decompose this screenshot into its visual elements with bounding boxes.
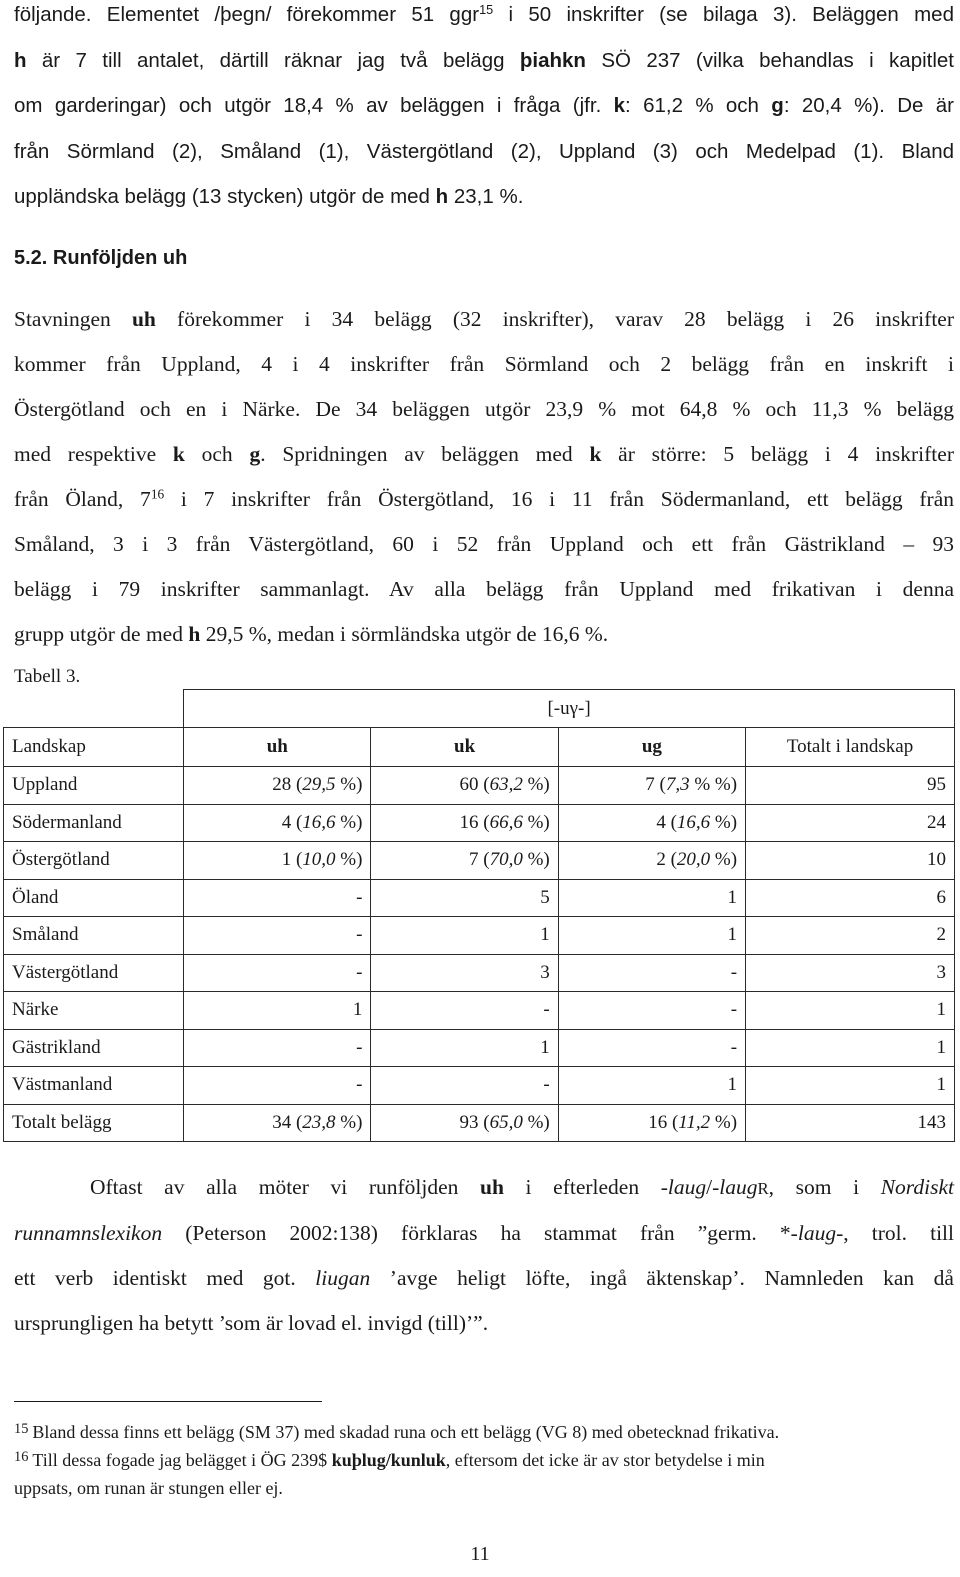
value-cell: 5 — [371, 879, 558, 917]
paragraph-laug — [14, 1165, 954, 1346]
footnote-15: $^{15}$ Bland dessa finns ett belägg (SM 37) med skadad runa och ett belägg (VG 8) med obetecknad frikativa. — [14, 1421, 780, 1443]
landskap-cell: Uppland — [4, 767, 184, 805]
value-cell: 4 (16,6 %) — [558, 804, 745, 842]
value-cell: 3 — [746, 954, 955, 992]
value-cell: 95 — [746, 767, 955, 805]
footnote-ref-16[interactable]: 16 — [150, 486, 165, 502]
value-cell: 1 — [746, 1067, 955, 1105]
landskap-cell: Gästrikland — [4, 1029, 184, 1067]
paragraph-intro — [14, 0, 954, 220]
paragraph-uh — [14, 297, 954, 657]
landskap-cell: Västmanland — [4, 1067, 184, 1105]
value-cell: - — [184, 954, 371, 992]
value-cell: 1 (10,0 %) — [184, 842, 371, 880]
value-cell: 1 — [371, 917, 558, 955]
value-cell: - — [184, 1029, 371, 1067]
value-cell: 60 (63,2 %) — [371, 767, 558, 805]
table-row — [4, 1104, 955, 1142]
table-row — [4, 804, 955, 842]
value-cell: 2 (20,0 %) — [558, 842, 745, 880]
value-cell: 1 — [371, 1029, 558, 1067]
value-cell: 1 — [558, 917, 745, 955]
value-cell: 34 (23,8 %) — [184, 1104, 371, 1142]
value-cell: 1 — [184, 992, 371, 1030]
table-group-header-row — [4, 690, 955, 728]
value-cell: 2 — [746, 917, 955, 955]
table-row — [4, 917, 955, 955]
value-cell: 28 (29,5 %) — [184, 767, 371, 805]
value-cell: 16 (66,6 %) — [371, 804, 558, 842]
footnote-number: 16 — [14, 1449, 29, 1465]
value-cell: 10 — [746, 842, 955, 880]
column-header-uk: uk — [371, 728, 558, 767]
value-cell: 16 (11,2 %) — [558, 1104, 745, 1142]
value-cell: 93 (65,0 %) — [371, 1104, 558, 1142]
value-cell: 7 (70,0 %) — [371, 842, 558, 880]
landskap-cell: Östergötland — [4, 842, 184, 880]
text-line: ett verb identiskt med got. liugan ’avge heligt löfte, ingå äktenskap’. Namnleden kan då — [14, 1266, 954, 1290]
text-line: Östergötland och en i Närke. De 34 beläggen utgör 23,9 % mot 64,8 % och 11,3 % belägg — [14, 397, 954, 421]
value-cell: 1 — [558, 879, 745, 917]
value-cell: - — [558, 1029, 745, 1067]
value-cell: 7 (7,3 % %) — [558, 767, 745, 805]
table-row — [4, 879, 955, 917]
column-header-landskap: Landskap — [4, 728, 184, 767]
text-line: Stavningen uh förekommer i 34 belägg (32 inskrifter), varav 28 belägg i 26 inskrifter — [14, 307, 954, 331]
table-row — [4, 1067, 955, 1105]
table-row — [4, 767, 955, 805]
value-cell: - — [558, 954, 745, 992]
text-line: grupp utgör de med h 29,5 %, medan i sörmländska utgör de 16,6 %. — [14, 622, 609, 646]
footnote-16: $^{16}$ Till dessa fogade jag belägget i ÖG 239$ kuþlug/kunluk, eftersom det icke är av stor betydelse i min uppsats, om runan är stungen eller ej. — [14, 1449, 765, 1499]
table-group-header: [-uγ-] — [184, 690, 955, 728]
text-line: från Sörmland (2), Småland (1), Västergötland (2), Uppland (3) och Medelpad (1). Bland — [14, 139, 954, 163]
text-line: från Öland, $7^{16}$ i 7 inskrifter från Östergötland, 16 i 11 från Södermanland, ett belägg från — [14, 486, 954, 511]
footnote-separator — [14, 1401, 322, 1402]
runes-table — [3, 689, 955, 1142]
column-header-uh: uh — [184, 728, 371, 767]
text-line: h är 7 till antalet, därtill räknar jag två belägg þiahkn SÖ 237 (vilka behandlas i kapitlet — [14, 48, 955, 72]
value-cell: 1 — [558, 1067, 745, 1105]
footnote-ref-15[interactable]: 15 — [479, 2, 494, 18]
text-line: med respektive k och g. Spridningen av beläggen med k är större: 5 belägg i 4 inskrifter — [14, 442, 954, 466]
value-cell: 1 — [746, 1029, 955, 1067]
text-line: belägg i 79 inskrifter sammanlagt. Av alla belägg från Uppland med frikativan i denna — [14, 577, 954, 601]
text-line: följande. Elementet /þegn/ förekommer 51 ggr$^{15}$ i 50 inskrifter (se bilaga 3). Beläggen med — [14, 2, 954, 26]
text-line: ursprungligen ha betytt ’som är lovad el. invigd (till)’”. — [14, 1311, 489, 1335]
landskap-cell: Totalt belägg — [4, 1104, 184, 1142]
table-caption: Tabell 3. — [14, 666, 81, 687]
value-cell: - — [371, 1067, 558, 1105]
column-header-totalt: Totalt i landskap — [746, 728, 955, 767]
value-cell: - — [184, 1067, 371, 1105]
value-cell: 143 — [746, 1104, 955, 1142]
section-heading: 5.2. Runföljden uh — [14, 247, 188, 269]
table-row — [4, 992, 955, 1030]
value-cell: - — [558, 992, 745, 1030]
page-number: 11 — [470, 1543, 490, 1565]
landskap-cell: Södermanland — [4, 804, 184, 842]
text-line: om garderingar) och utgör 18,4 % av beläggen i fråga (jfr. k: 61,2 % och g: 20,4 %). De är — [14, 94, 954, 117]
text-line: Småland, 3 i 3 från Västergötland, 60 i 52 från Uppland och ett från Gästrikland – 93 — [14, 532, 954, 556]
text-line: kommer från Uppland, 4 i 4 inskrifter från Sörmland och 2 belägg från en inskrift i — [14, 352, 954, 376]
value-cell: 24 — [746, 804, 955, 842]
table-row — [4, 954, 955, 992]
value-cell: 1 — [746, 992, 955, 1030]
landskap-cell: Närke — [4, 992, 184, 1030]
value-cell: - — [371, 992, 558, 1030]
landskap-cell: Västergötland — [4, 954, 184, 992]
text-line: runnamnslexikon (Peterson 2002:138) förklaras ha stammat från ”germ. *-laug-, trol. till — [14, 1221, 954, 1245]
table-empty-cell — [4, 690, 184, 728]
footnote-number: 15 — [14, 1421, 29, 1437]
value-cell: 3 — [371, 954, 558, 992]
value-cell: - — [184, 879, 371, 917]
value-cell: 4 (16,6 %) — [184, 804, 371, 842]
table-row — [4, 1029, 955, 1067]
landskap-cell: Småland — [4, 917, 184, 955]
table-header-row — [4, 728, 955, 767]
value-cell: - — [184, 917, 371, 955]
column-header-ug: ug — [558, 728, 745, 767]
table-row — [4, 842, 955, 880]
landskap-cell: Öland — [4, 879, 184, 917]
value-cell: 6 — [746, 879, 955, 917]
text-line: uppländska belägg (13 stycken) utgör de med h 23,1 %. — [14, 185, 524, 208]
text-line: Oftast av alla möter vi runföljden uh i efterleden -laug/-laugR, som i Nordiskt — [90, 1175, 954, 1199]
